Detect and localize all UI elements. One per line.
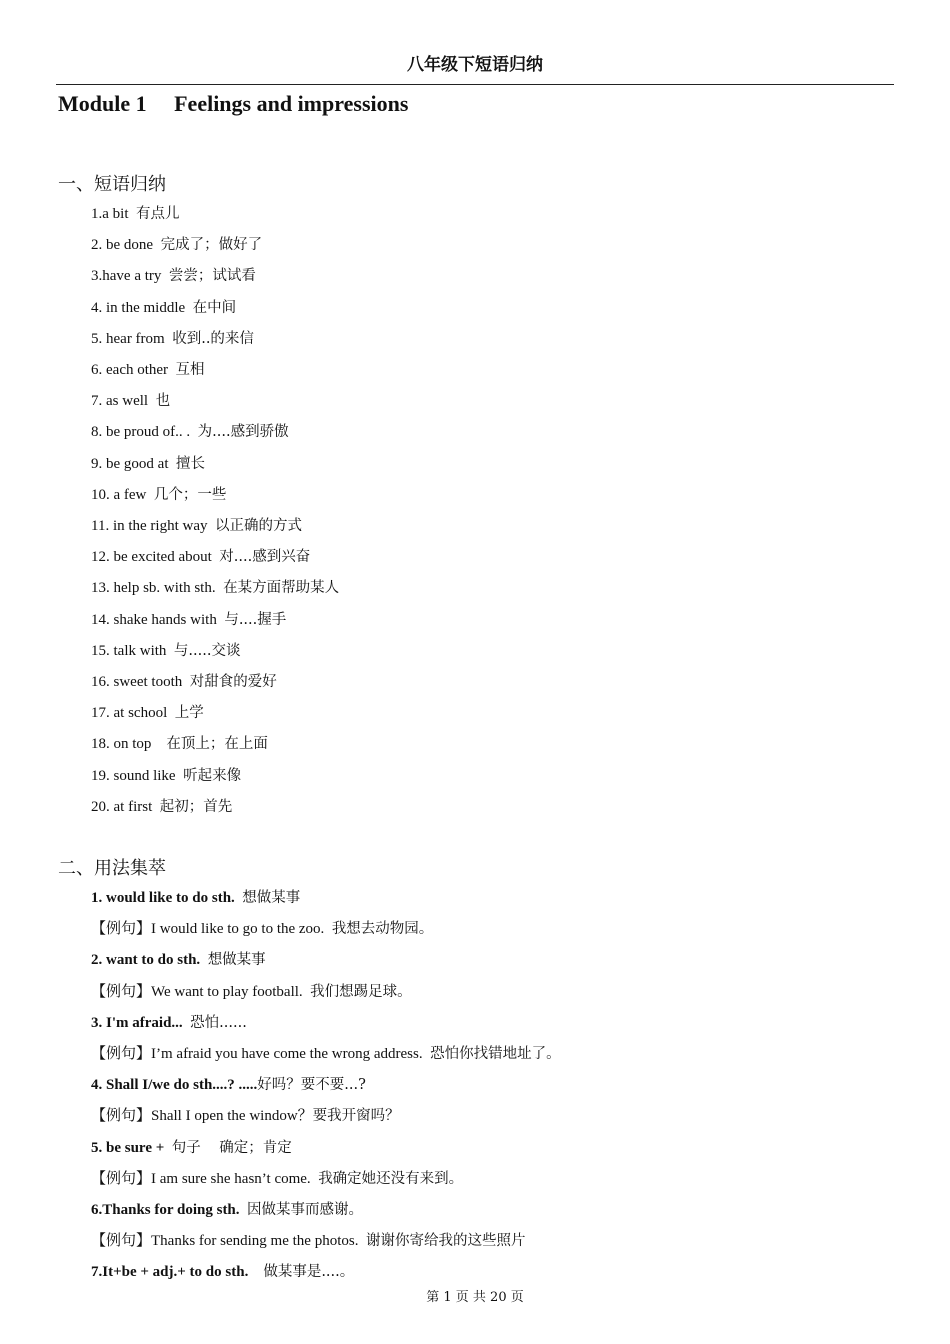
item-english-text: 14. shake hands with <box>91 611 225 628</box>
item-english-text: 4. Shall I/we do sth....? ..... <box>91 1077 258 1094</box>
item-chinese-text: 因做某事而感谢。 <box>247 1202 364 1218</box>
item-chinese-text: 起初；首先 <box>159 798 233 815</box>
section-heading-phrases: 一、短语归纳 <box>58 174 166 195</box>
list-item <box>91 1075 366 1095</box>
item-chinese-text: 想做某事 <box>207 952 266 969</box>
section-heading-usage: 二、用法集萃 <box>58 858 166 879</box>
item-english-text: 8. be proud of.. . <box>91 424 198 441</box>
item-chinese-text: 互相 <box>175 362 205 378</box>
list-item <box>91 672 277 692</box>
item-english-text: 6.Thanks for doing sth. <box>91 1202 248 1218</box>
item-chinese-text: 做某事是....。 <box>263 1264 355 1281</box>
item-chinese-text: 我确定她还没有来到。 <box>318 1170 464 1187</box>
item-english-text: 2. want to do sth. <box>91 952 208 969</box>
list-item <box>91 610 286 630</box>
item-chinese-text: 听起来像 <box>183 767 242 784</box>
item-english-text: 【例句】I would like to go to the zoo. <box>91 921 332 938</box>
item-english-text: 12. be excited about <box>91 549 220 566</box>
list-item <box>91 797 232 817</box>
item-english-text: 7. as well <box>91 393 156 410</box>
item-chinese-text: 我们想踢足球。 <box>310 983 412 1000</box>
item-english-text: 6. each other <box>91 362 176 378</box>
list-item <box>91 329 254 349</box>
item-chinese-text: 擅长 <box>175 455 205 472</box>
item-english-text: 4. in the middle <box>91 299 193 316</box>
item-chinese-text: 要我开窗吗？ <box>312 1108 400 1125</box>
item-english-text: 19. sound like <box>91 767 184 784</box>
item-chinese-text: 恐怕你找错地址了。 <box>430 1046 561 1062</box>
list-item <box>91 391 170 411</box>
item-english-text: 5. hear from <box>91 330 173 347</box>
item-english-text: 【例句】I am sure she hasn’t come. <box>91 1170 319 1187</box>
list-item <box>91 1231 525 1251</box>
item-chinese-text: 与....握手 <box>224 611 287 628</box>
item-english-text: 2. be done <box>91 237 161 254</box>
item-chinese-text: 恐怕...... <box>190 1014 247 1031</box>
list-item <box>91 516 302 536</box>
item-english-text: 7.It+be + adj.+ to do sth. <box>91 1264 264 1281</box>
page-footer: 第 1 页 共 20 页 <box>426 1290 524 1305</box>
item-english-text: 【例句】We want to play football. <box>91 983 311 1000</box>
item-chinese-text: 在顶上；在上面 <box>166 736 268 753</box>
item-chinese-text: 对甜食的爱好 <box>189 674 277 690</box>
list-item <box>91 734 268 754</box>
item-chinese-text: 好吗？要不要...? <box>257 1077 366 1094</box>
list-item <box>91 485 226 505</box>
list-item <box>91 703 204 723</box>
list-item <box>91 888 300 908</box>
item-chinese-text: 几个；一些 <box>153 486 227 503</box>
item-english-text: 10. a few <box>91 486 154 503</box>
item-english-text: 9. be good at <box>91 455 176 472</box>
list-item <box>91 1013 247 1033</box>
list-item <box>91 919 433 939</box>
item-english-text: 【例句】I’m afraid you have come the wrong address. <box>91 1046 431 1062</box>
item-chinese-text: 收到..的来信 <box>172 330 254 347</box>
item-chinese-text: 为....感到骄傲 <box>197 424 289 441</box>
list-item <box>91 422 289 442</box>
list-item <box>91 1262 354 1282</box>
list-item <box>91 298 236 318</box>
list-item <box>91 454 205 474</box>
item-english-text: 20. at first <box>91 798 160 815</box>
item-chinese-text: 尝尝；试试看 <box>168 268 256 285</box>
item-english-text: 【例句】Shall I open the window？ <box>91 1108 313 1125</box>
page-header-title: 八年级下短语归纳 <box>407 55 543 75</box>
item-chinese-text: 也 <box>155 393 171 410</box>
list-item <box>91 235 262 255</box>
item-english-text: 15. talk with <box>91 642 174 659</box>
item-english-text: 17. at school <box>91 705 175 722</box>
list-item <box>91 1169 463 1189</box>
item-english-text: 11. in the right way <box>91 518 216 534</box>
item-chinese-text: 谢谢你寄给我的这些照片 <box>365 1233 526 1250</box>
list-item <box>91 982 412 1002</box>
list-item <box>91 950 266 970</box>
item-chinese-text: 完成了；做好了 <box>160 237 263 254</box>
item-chinese-text: 在中间 <box>192 299 237 316</box>
module-title: Module 1 Feelings and impressions <box>58 91 409 116</box>
list-item <box>91 641 240 661</box>
item-chinese-text: 与.....交谈 <box>173 642 241 659</box>
item-chinese-text: 有点儿 <box>136 206 180 222</box>
list-item <box>91 766 241 786</box>
list-item <box>91 204 180 224</box>
item-english-text: 3.have a try <box>91 268 169 285</box>
item-chinese-text: 我想去动物园。 <box>331 921 434 938</box>
header-divider <box>56 84 894 85</box>
list-item <box>91 578 339 598</box>
item-english-text: 1. would like to do sth. <box>91 890 243 906</box>
list-item <box>91 1138 292 1158</box>
list-item <box>91 547 310 567</box>
item-chinese-text: 想做某事 <box>242 890 301 906</box>
list-item <box>91 266 256 286</box>
item-english-text: 1.a bit <box>91 206 136 222</box>
item-english-text: 5. be sure + <box>91 1139 172 1156</box>
item-chinese-text: 以正确的方式 <box>215 518 303 534</box>
item-chinese-text: 在某方面帮助某人 <box>223 580 340 597</box>
item-chinese-text: 对....感到兴奋 <box>219 549 311 566</box>
item-english-text: 18. on top <box>91 736 167 753</box>
item-english-text: 【例句】Thanks for sending me the photos. <box>91 1233 366 1250</box>
list-item <box>91 1044 561 1064</box>
item-chinese-text: 上学 <box>174 705 204 722</box>
item-chinese-text: 句子 确定；肯定 <box>171 1139 292 1156</box>
list-item <box>91 1106 400 1126</box>
item-english-text: 13. help sb. with sth. <box>91 580 224 597</box>
list-item <box>91 1200 363 1220</box>
item-english-text: 3. I'm afraid... <box>91 1014 191 1031</box>
item-english-text: 16. sweet tooth <box>91 674 190 690</box>
list-item <box>91 360 205 380</box>
